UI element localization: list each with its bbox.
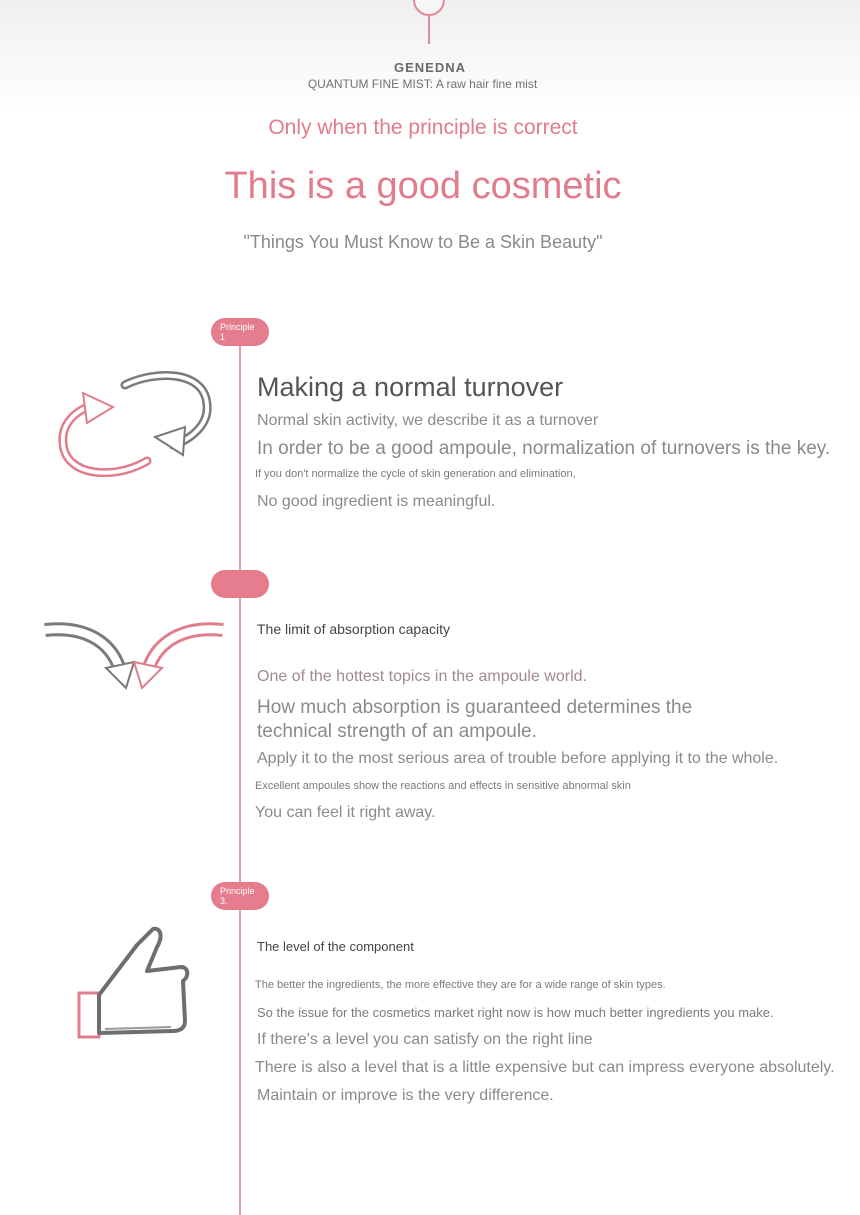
principle-1-line-2: In order to be a good ampoule, normalization of turnovers is the key. xyxy=(257,438,831,459)
principle-3-line-2: So the issue for the cosmetics market right now is how much better ingredients you make. xyxy=(257,1005,774,1020)
principle-1-line-4: No good ingredient is meaningful. xyxy=(257,493,496,510)
principle-2-line-2: How much absorption is guaranteed determines the technical strength of an ampoule. xyxy=(257,697,693,742)
principle-2-title: The limit of absorption capacity xyxy=(257,621,450,637)
timeline-line xyxy=(239,330,241,1215)
principle-3-title: The level of the component xyxy=(257,939,414,954)
principle-1-line-3: If you don't normalize the cycle of skin generation and elimination, xyxy=(255,468,576,480)
principle-1-badge xyxy=(211,318,269,346)
sub-headline: Only when the principle is correct xyxy=(268,116,578,139)
badge-number: 3. xyxy=(220,896,228,906)
thumbs-up-icon xyxy=(75,925,195,1045)
principle-2-line-4: Excellent ampoules show the reactions and effects in sensitive abnormal skin xyxy=(255,780,631,792)
header-background xyxy=(0,0,860,110)
principle-3-line-5: Maintain or improve is the very difference. xyxy=(257,1087,554,1104)
converging-arrows-icon xyxy=(40,618,230,693)
principle-3-line-4: There is also a level that is a little expensive but can impress everyone absolutely. xyxy=(255,1059,835,1076)
cycle-arrows-icon xyxy=(55,365,215,485)
badge-label: Principle xyxy=(220,886,255,896)
principle-3-line-1: The better the ingredients, the more effective they are for a wide range of skin types. xyxy=(255,979,666,991)
principle-3-line-3: If there's a level you can satisfy on the right line xyxy=(257,1031,593,1048)
quote: "Things You Must Know to Be a Skin Beauty" xyxy=(243,232,603,252)
principle-2-line-5: You can feel it right away. xyxy=(255,804,436,821)
badge-label: Principle xyxy=(220,322,255,332)
page-title: This is a good cosmetic xyxy=(224,165,622,207)
principle-2-line-3: Apply it to the most serious area of trouble before applying it to the whole. xyxy=(257,750,779,767)
brand-logo: GENEDNA xyxy=(393,60,466,75)
principle-2-badge xyxy=(211,570,269,598)
principle-1-title: Making a normal turnover xyxy=(257,372,564,402)
badge-number: 1 xyxy=(220,332,226,342)
principle-1-line-1: Normal skin activity, we describe it as a turnover xyxy=(257,412,599,429)
product-name: QUANTUM FINE MIST: A raw hair fine mist xyxy=(307,77,538,91)
principle-3-badge xyxy=(211,882,269,910)
principle-2-line-1: One of the hottest topics in the ampoule world. xyxy=(257,668,587,685)
